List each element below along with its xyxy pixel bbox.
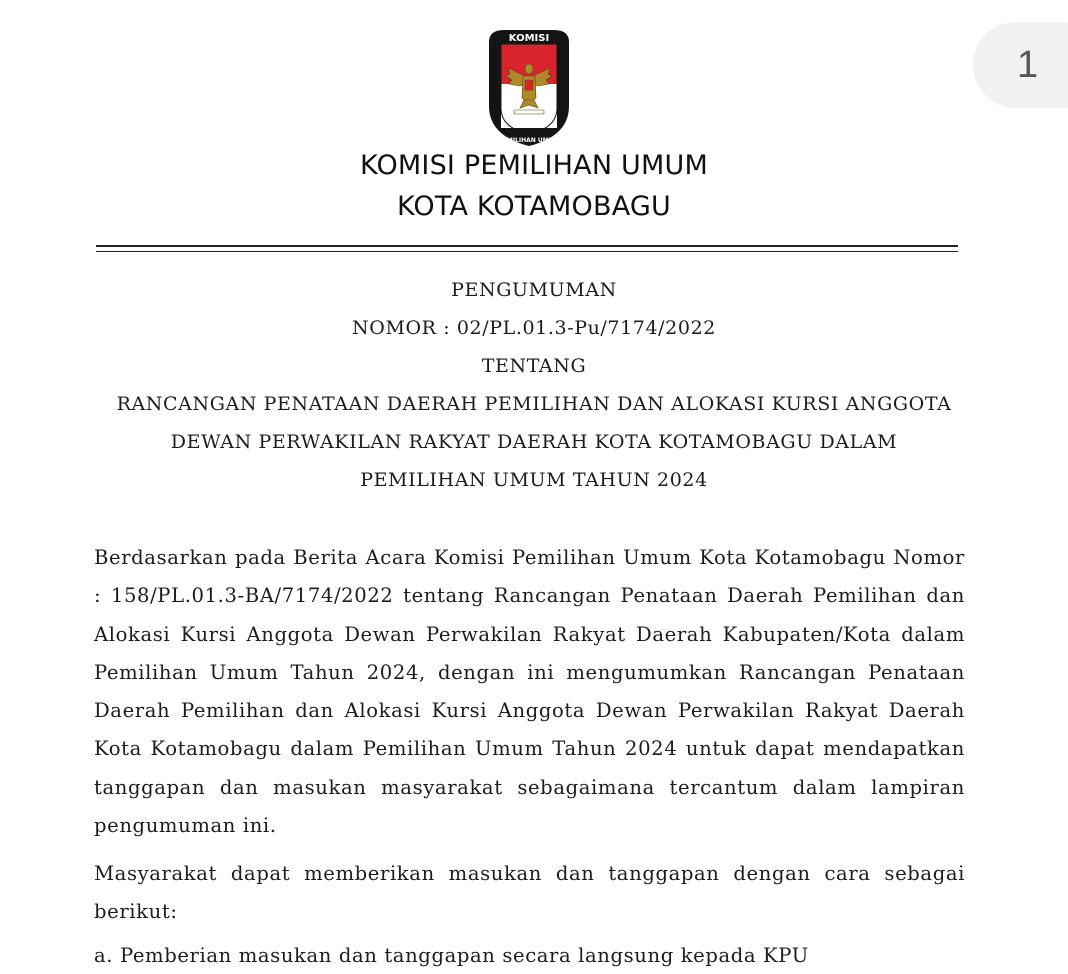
logo-ring-top-text: KOMISI	[508, 33, 550, 44]
subject-line-2: DEWAN PERWAKILAN RAKYAT DAERAH KOTA KOTAMOBAGU DALAM	[170, 431, 898, 453]
org-name-line2: KOTA KOTAMOBAGU	[396, 191, 672, 222]
about-label: TENTANG	[481, 355, 587, 377]
subject-line-1: RANCANGAN PENATAAN DAERAH PEMILIHAN DAN ALOKASI KURSI ANGGOTA	[116, 393, 952, 415]
body-paragraph-1: Berdasarkan pada Berita Acara Komisi Pemilihan Umum Kota Kotamobagu Nomor : 158/PL.01.3-BA/7174/2022 tentang Rancangan Penataan Daerah Pemilihan dan Alokasi Kursi Anggota Dewan Perwakilan Rakyat Daerah Kabupaten/Kota dalam Pemilihan Umum Tahun 2024, dengan ini mengumumkan Rancangan Penataan Daerah Pemilihan dan Alokasi Kursi Anggota Dewan Perwakilan Rakyat Daerah Kota Kotamobagu dalam Pemilihan Umum Tahun 2024 untuk dapat mendapatkan tanggapan dan masukan masyarakat sebagaimana tercantum dalam lampiran pengumuman ini.	[94, 546, 965, 838]
body-paragraph-2: Masyarakat dapat memberikan masukan dan tanggapan dengan cara sebagai berikut:	[94, 862, 965, 924]
logo-ring-bottom-text: PEMILIHAN UMUM	[498, 137, 560, 144]
header-rule-thick	[96, 245, 958, 247]
subject-line-3: PEMILIHAN UMUM TAHUN 2024	[360, 469, 708, 491]
org-name-line1: KOMISI PEMILIHAN UMUM	[360, 150, 708, 181]
page-number: 1	[1017, 44, 1039, 86]
list-item-a-partial: a. Pemberian masukan dan tanggapan secara langsung kepada KPU	[94, 944, 809, 967]
header-rule-thin	[96, 251, 958, 252]
announcement-number: NOMOR : 02/PL.01.3-Pu/7174/2022	[352, 317, 716, 339]
kpu-logo	[484, 28, 574, 148]
announcement-label: PENGUMUMAN	[451, 279, 617, 301]
page-number-badge	[973, 22, 1068, 108]
